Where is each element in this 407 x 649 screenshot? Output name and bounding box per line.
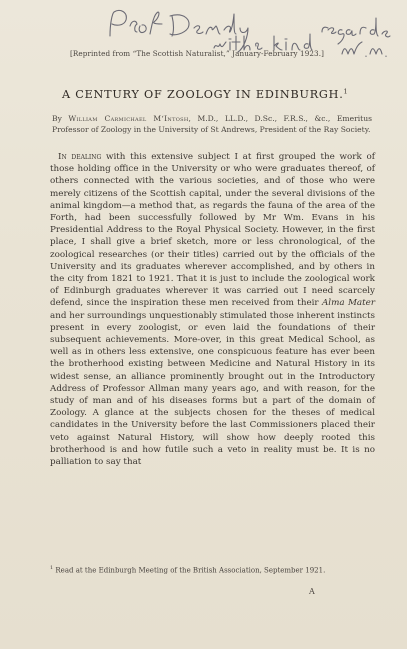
paragraph-text: with this extensive subject I at first grouped the work of those holding office in the University or who were graduates thereof, of others connected with the various societies, and of those who were merely citizens of the Scottish capital, under the several divisions of the animal kingdom—a method that, as regards the fauna of the area of the Forth, had been successfully followed by Mr Wm. Evans in his Presidential Address to the Royal Physical Society. However, in the first place, I shall give a brief sketch, more or less chronological, of the zoological researches (or their titles) carried out by the officials of the University and its graduates wherever accomplished, and by others in the city from 1821 to 1921. That it is just to include the zoological work of Edinburgh graduates wherever it was carried out I need scarcely defend, since the inspiration these men received from their xyxy=(50,152,375,309)
title-footnote-mark: 1 xyxy=(343,88,349,96)
author-byline xyxy=(52,113,372,135)
article-body xyxy=(50,151,375,468)
article-title xyxy=(62,88,362,101)
lead-words: In dealing xyxy=(58,152,102,162)
alma-mater-text: Alma Mater xyxy=(321,298,375,309)
author-name: William Carmichael M‘Intosh xyxy=(68,114,189,123)
paragraph-text-continued: and her surroundings unquestionably stimulated those inherent instincts present in every zoologist, or even laid the foundations of their subsequent achievements. More-over, in this great Medical School, as well as in others less extensive, one conspicuous feature has ever been the brotherhood existing between Medicine and Natural History in its widest sense, an alliance prominently brought out in the Introductory Address of Professor Allman many years ago, and with reason, for the study of man and of his diseases forms but a part of the domain of Zoology. A glance at the subjects chosen for the theses of medical candidates in the University before the last Commissioners placed their veto against Natural History, will show how deeply rooted this brotherhood is and how futile such a veto in reality must be. It is no palliation to say that xyxy=(50,310,375,468)
paragraph xyxy=(50,151,375,468)
author-details: , M.D., LL.D., D.Sc., F.R.S., &c., Emeritus Professor of Zoology in the University of St Andrews, President of the Ray Society. xyxy=(52,114,372,134)
footnote-text: Read at the Edinburgh Meeting of the British Association, September 1921. xyxy=(53,566,326,575)
reprint-note: [Reprinted from “The Scottish Naturalist,” January-February 1923.] xyxy=(70,49,324,58)
title-text: A CENTURY OF ZOOLOGY IN EDINBURGH. xyxy=(62,88,344,101)
byline-prefix: By xyxy=(52,114,62,123)
footnote-mark: 1 xyxy=(50,565,54,571)
footnote xyxy=(50,563,375,575)
signature-mark: A xyxy=(309,587,315,596)
